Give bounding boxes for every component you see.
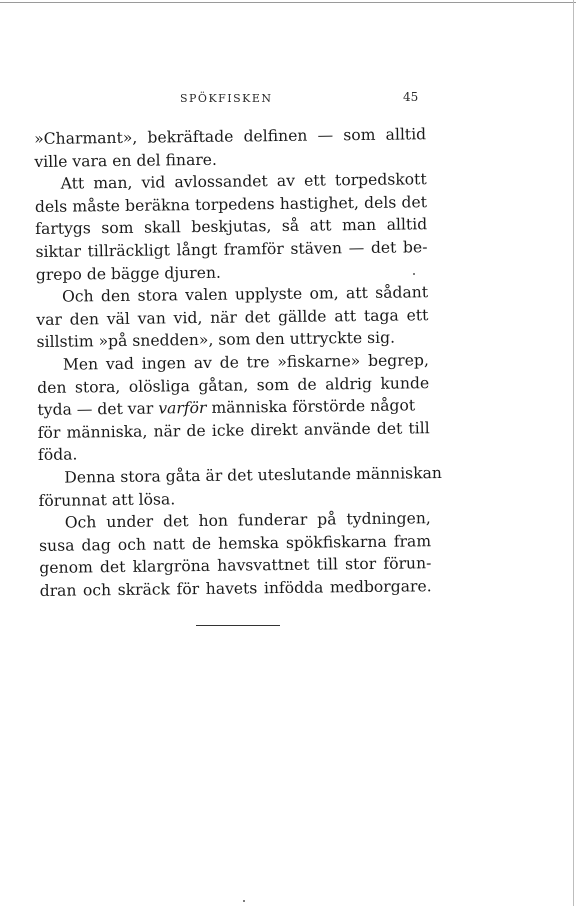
top-border-line <box>0 2 576 3</box>
text-line: Men vad ingen av de tre »fiskarne» begrep, <box>62 351 429 374</box>
text-line: dels måste beräkna torpedens hastighet, dels det <box>34 192 428 216</box>
text-line: Och under det hon funderar på tydningen, <box>64 509 431 532</box>
text-line: genom det klargröna havsvattnet till stor förun- <box>39 554 432 578</box>
text-line: grepo de bägge djuren. <box>35 263 222 284</box>
text-line: för människa, när de icke direkt använde det till <box>37 418 430 442</box>
text-line: siktar tillräckligt långt framför stäven — det be- <box>35 238 428 261</box>
text-line: susa dag och natt de hemska spökfiskarna fram <box>38 531 432 555</box>
section-end-rule <box>196 625 280 626</box>
text-line: var den väl van vid, när det gällde att taga ett <box>36 305 429 329</box>
page-right-edge <box>573 0 574 906</box>
text-line: fartygs som skall beskjutas, så att man alltid <box>35 215 428 239</box>
text-segment: tyda — det var <box>37 399 159 420</box>
print-speck <box>243 900 245 902</box>
text-line: föda. <box>37 445 78 465</box>
text-line: Att man, vid avlossandet av ett torpedskott <box>60 170 427 193</box>
running-head: SPÖKFISKEN <box>180 92 273 105</box>
text-line: Och den stora valen upplyste om, att sådant <box>61 283 429 306</box>
text-line: ville vara en del finare. <box>34 150 218 171</box>
page-number: 45 <box>403 90 419 104</box>
print-speck <box>413 273 415 275</box>
text-line: den stora, olösliga gåtan, som de aldrig kunde <box>37 373 430 397</box>
text-line: »Charmant», bekräftade delfinen — som alltid <box>34 125 427 148</box>
text-segment: människa förstörde något <box>206 396 416 418</box>
body-text <box>34 123 443 602</box>
emphasized-word: varför <box>158 399 207 418</box>
text-line: sillstim »på snedden», som den uttryckte sig. <box>36 328 396 352</box>
text-line: förunnat att lösa. <box>38 489 176 510</box>
text-line: dran och skräck för havets infödda medborgare. <box>39 577 432 600</box>
text-line: Denna stora gåta är det uteslutande människan <box>64 463 443 487</box>
